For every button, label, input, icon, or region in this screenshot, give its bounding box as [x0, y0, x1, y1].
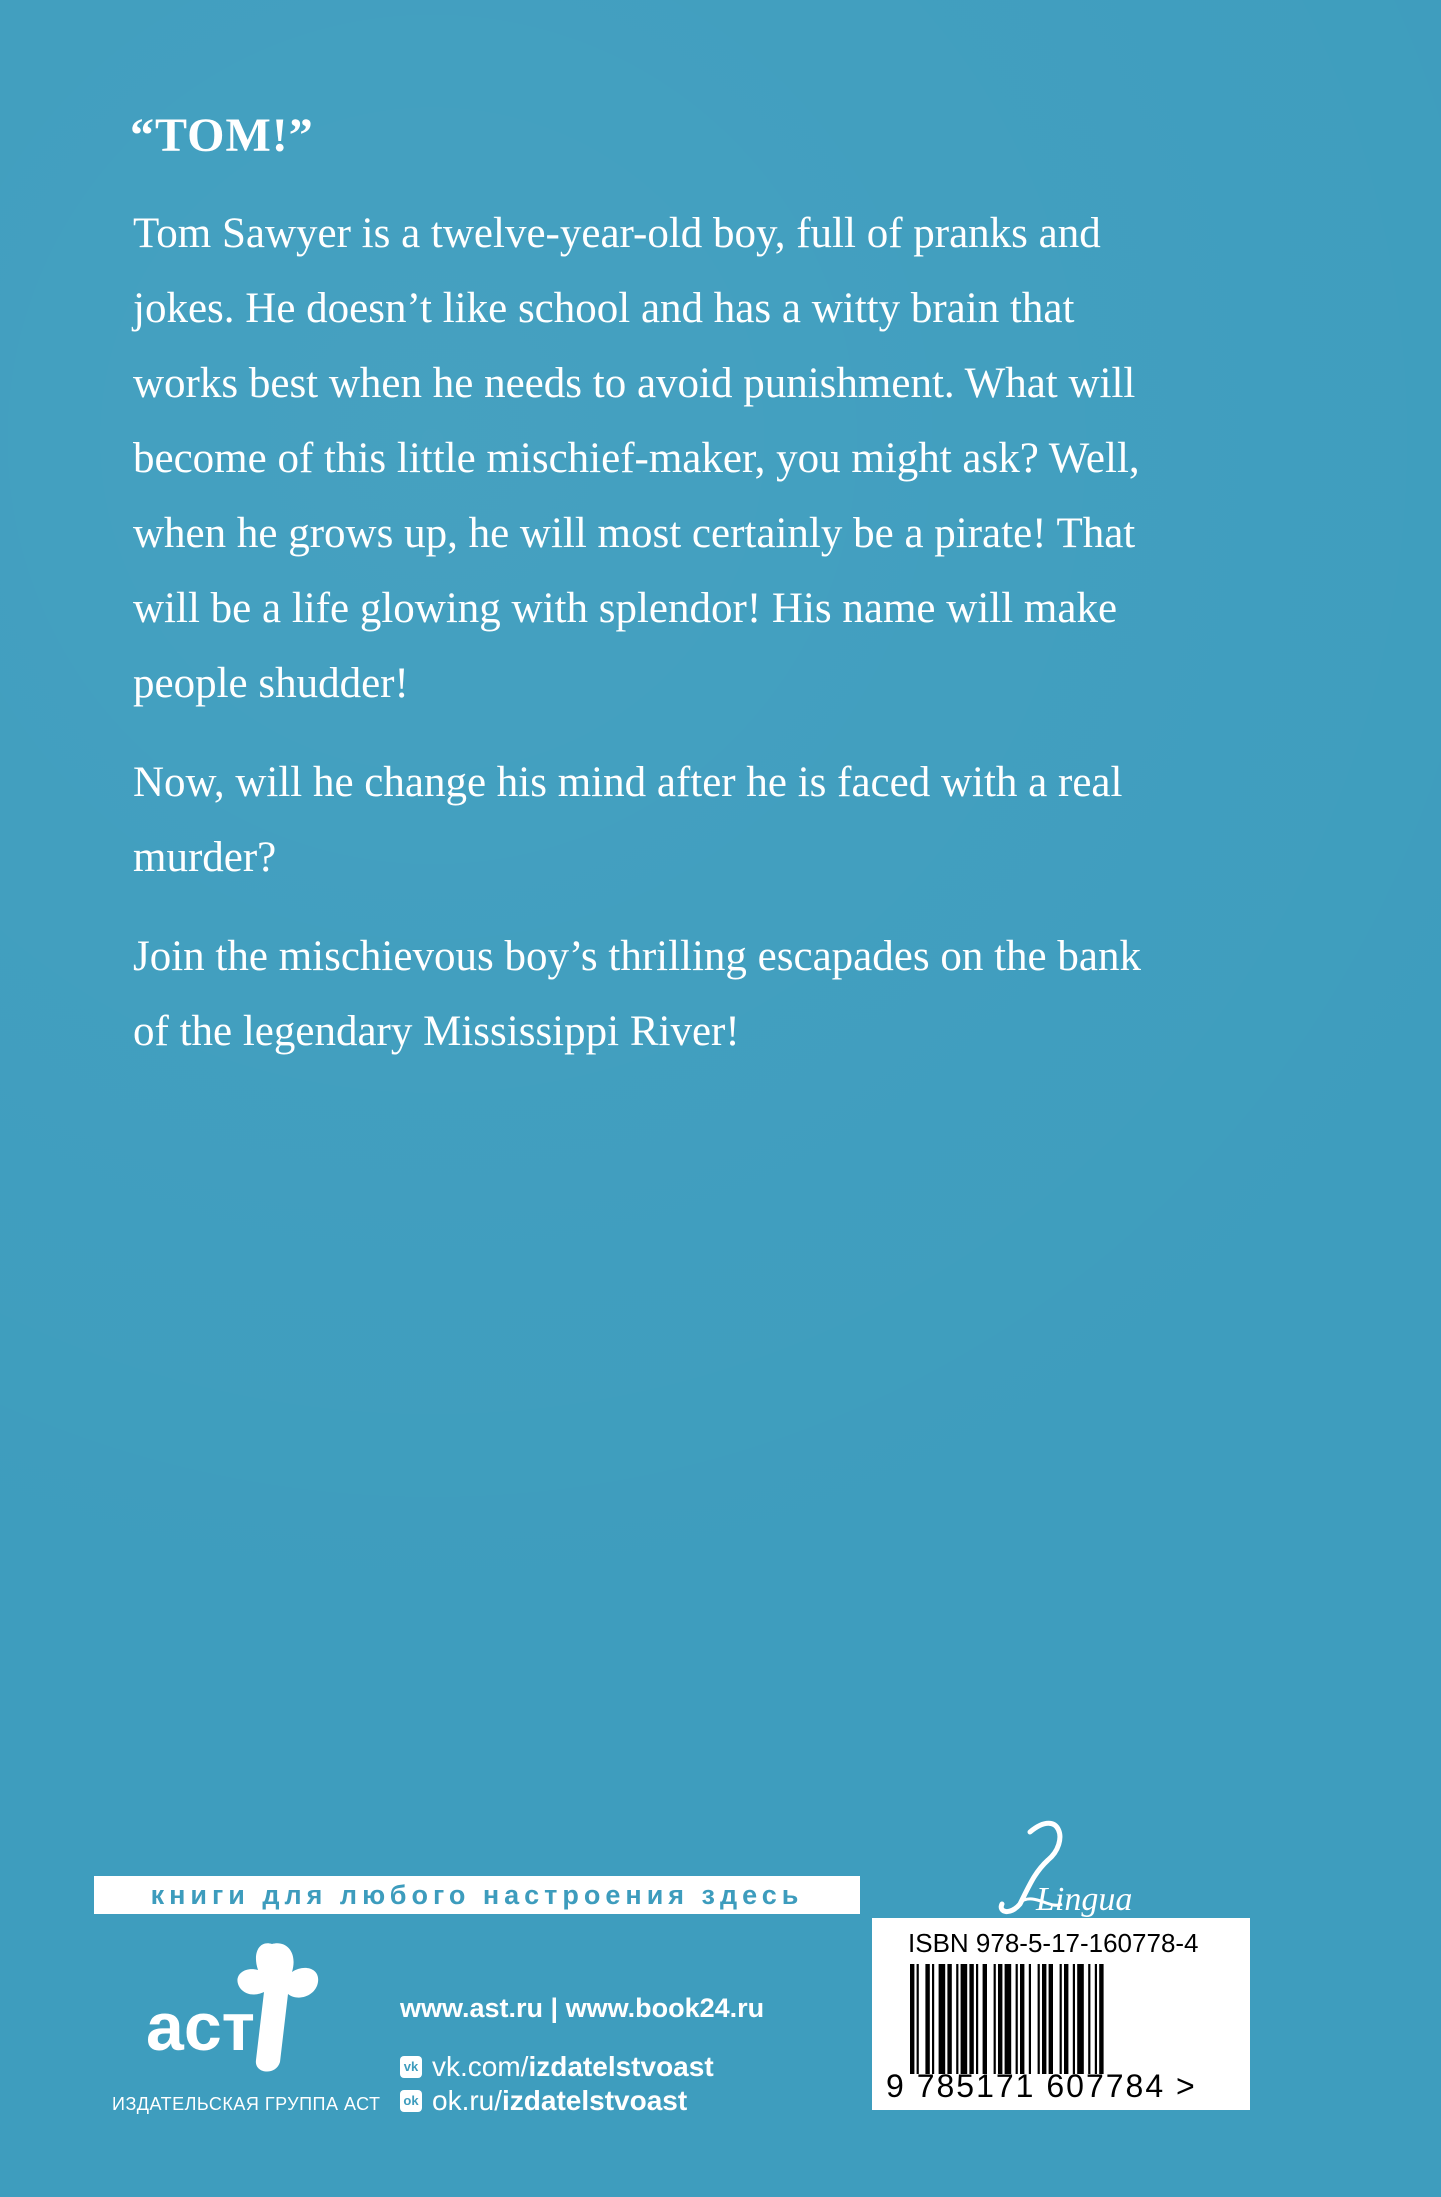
- blurb: [133, 196, 1173, 1093]
- vk-handle: izdatelstvoast: [528, 2051, 714, 2082]
- vk-icon: vk: [400, 2056, 422, 2078]
- publisher-name: ИЗДАТЕЛЬСКАЯ ГРУППА АСТ: [112, 2094, 381, 2114]
- barcode-panel: [872, 1918, 1250, 2110]
- ok-link[interactable]: [400, 2085, 687, 2117]
- ast-logo: [140, 1932, 350, 2082]
- tagline-bar: [94, 1876, 860, 1914]
- ok-prefix: ok.ru/: [432, 2085, 503, 2116]
- barcode-digits: 9 785171 607784 >: [886, 2068, 1197, 2104]
- lingua-logo: [990, 1812, 1140, 1922]
- blurb-paragraph: Now, will he change his mind after he is faced with a real murder?: [133, 759, 1123, 881]
- vk-prefix: vk.com/: [432, 2051, 529, 2082]
- ok-handle: izdatelstvoast: [502, 2085, 688, 2116]
- ast-logo-text: аст: [146, 1989, 255, 2065]
- website-links[interactable]: www.ast.ru | www.book24.ru: [400, 1993, 765, 2023]
- ok-icon: ok: [400, 2090, 422, 2112]
- vk-link[interactable]: [400, 2051, 714, 2083]
- lingua-logo-text: Lingua: [1036, 1881, 1133, 1918]
- blurb-paragraph: Tom Sawyer is a twelve-year-old boy, full of pranks and jokes. He doesn’t like school and has a witty brain that works best when he needs to avoid punishment. What will become of this little mischief-maker, you might ask? Well, when he grows up, he will most certainly be a pirate! That will be a life glowing with splendor! His name will make people shudder!: [133, 210, 1140, 707]
- heading: “TOM!”: [130, 109, 314, 162]
- tagline: книги для любого настроения здесь: [150, 1880, 804, 1910]
- barcode: [910, 1964, 1210, 2074]
- isbn-text: ISBN 978-5-17-160778-4: [908, 1928, 1199, 1958]
- blurb-paragraph: Join the mischievous boy’s thrilling escapades on the bank of the legendary Mississippi River!: [133, 933, 1141, 1055]
